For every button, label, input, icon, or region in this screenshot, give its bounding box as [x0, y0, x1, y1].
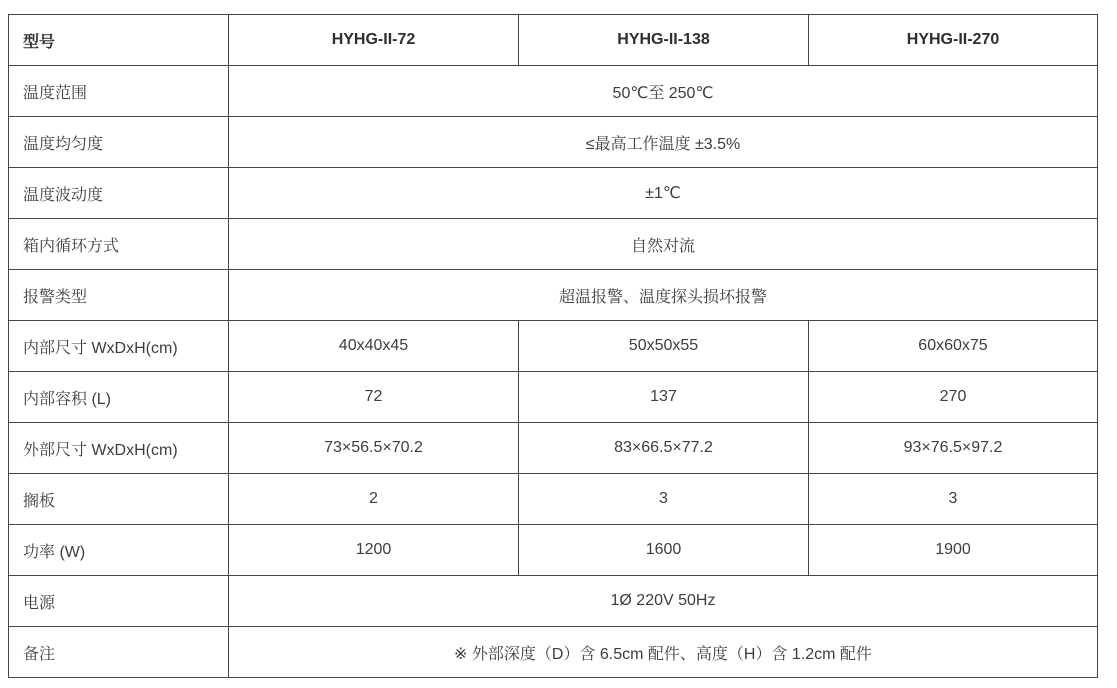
- spec-value: 超温报警、温度探头损坏报警: [229, 270, 1098, 321]
- spec-value: 50℃至 250℃: [229, 66, 1098, 117]
- header-model-label: 型号: [9, 15, 229, 66]
- spec-value: ※ 外部深度（D）含 6.5cm 配件、高度（H）含 1.2cm 配件: [229, 627, 1098, 678]
- row-label: 报警类型: [9, 270, 229, 321]
- row-internal-dimensions: [9, 321, 1098, 372]
- row-circulation-mode: [9, 219, 1098, 270]
- product-spec-table: [8, 14, 1098, 678]
- row-temperature-fluctuation: [9, 168, 1098, 219]
- row-alarm-type: [9, 270, 1098, 321]
- row-temperature-range: [9, 66, 1098, 117]
- spec-value: 93×76.5×97.2: [809, 423, 1098, 474]
- spec-value: 1900: [809, 525, 1098, 576]
- row-label: 内部容积 (L): [9, 372, 229, 423]
- row-label: 内部尺寸 WxDxH(cm): [9, 321, 229, 372]
- header-model-2: HYHG-II-138: [519, 15, 809, 66]
- row-label: 电源: [9, 576, 229, 627]
- row-internal-volume: [9, 372, 1098, 423]
- spec-value: 137: [519, 372, 809, 423]
- spec-value: 40x40x45: [229, 321, 519, 372]
- row-remarks: [9, 627, 1098, 678]
- row-shelves: [9, 474, 1098, 525]
- row-external-dimensions: [9, 423, 1098, 474]
- row-label: 备注: [9, 627, 229, 678]
- row-label: 箱内循环方式: [9, 219, 229, 270]
- spec-value: 自然对流: [229, 219, 1098, 270]
- spec-value: 1600: [519, 525, 809, 576]
- header-model-1: HYHG-II-72: [229, 15, 519, 66]
- row-temperature-uniformity: [9, 117, 1098, 168]
- spec-value: 72: [229, 372, 519, 423]
- row-label: 温度波动度: [9, 168, 229, 219]
- spec-value: 3: [809, 474, 1098, 525]
- spec-value: 3: [519, 474, 809, 525]
- row-power: [9, 525, 1098, 576]
- row-label: 外部尺寸 WxDxH(cm): [9, 423, 229, 474]
- spec-value: 60x60x75: [809, 321, 1098, 372]
- spec-value: 50x50x55: [519, 321, 809, 372]
- row-label: 功率 (W): [9, 525, 229, 576]
- spec-value: ≤最高工作温度 ±3.5%: [229, 117, 1098, 168]
- row-label: 温度均匀度: [9, 117, 229, 168]
- spec-value: 73×56.5×70.2: [229, 423, 519, 474]
- spec-value: 2: [229, 474, 519, 525]
- spec-value: 270: [809, 372, 1098, 423]
- spec-value: ±1℃: [229, 168, 1098, 219]
- row-power-supply: [9, 576, 1098, 627]
- header-row: [9, 15, 1098, 66]
- spec-value: 83×66.5×77.2: [519, 423, 809, 474]
- row-label: 搁板: [9, 474, 229, 525]
- row-label: 温度范围: [9, 66, 229, 117]
- spec-value: 1200: [229, 525, 519, 576]
- header-model-3: HYHG-II-270: [809, 15, 1098, 66]
- spec-value: 1Ø 220V 50Hz: [229, 576, 1098, 627]
